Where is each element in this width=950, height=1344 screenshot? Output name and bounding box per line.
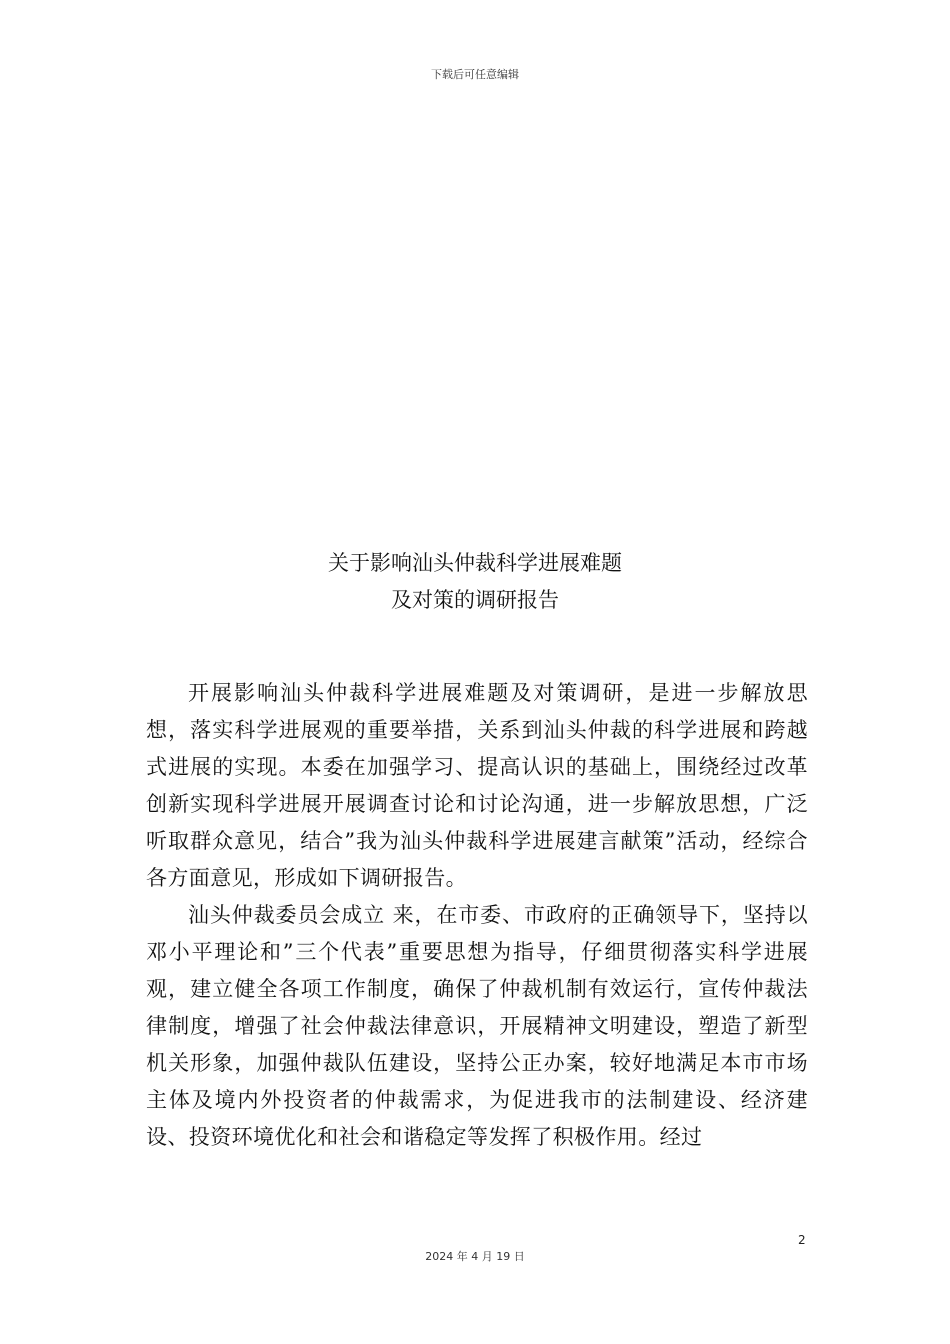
page-footer-date: 2024 年 4 月 19 日 — [425, 1250, 525, 1263]
page-header: 下载后可任意编辑 — [431, 68, 519, 81]
title-line-2: 及对策的调研报告 — [391, 588, 559, 612]
document-title — [0, 545, 950, 619]
paragraph-background: 汕头仲裁委员会成立 来，在市委、市政府的正确领导下，坚持以邓小平理论和”三个代表”重要思想为指导，仔细贯彻落实科学进展观，建立健全各项工作制度，确保了仲裁机制有效运行，宣传仲裁法律制度，增强了社会仲裁法律意识，开展精神文明建设，塑造了新型机关形象，加强仲裁队伍建设，坚持公正办案，较好地满足本市市场主体及境内外投资者的仲裁需求，为促进我市的法制建设、经济建设、投资环境优化和社会和谐稳定等发挥了积极作用。经过 — [146, 903, 808, 1149]
page-number: 2 — [798, 1233, 806, 1247]
paragraph-intro: 开展影响汕头仲裁科学进展难题及对策调研，是进一步解放思想，落实科学进展观的重要举措，关系到汕头仲裁的科学进展和跨越式进展的实现。本委在加强学习、提高认识的基础上，围绕经过改革创新实现科学进展开展调查讨论和讨论沟通，进一步解放思想，广泛听取群众意见，结合”我为汕头仲裁科学进展建言献策”活动，经综合各方面意见，形成如下调研报告。 — [146, 681, 808, 890]
document-body — [146, 675, 808, 1156]
title-line-1: 关于影响汕头仲裁科学进展难题 — [328, 551, 622, 575]
